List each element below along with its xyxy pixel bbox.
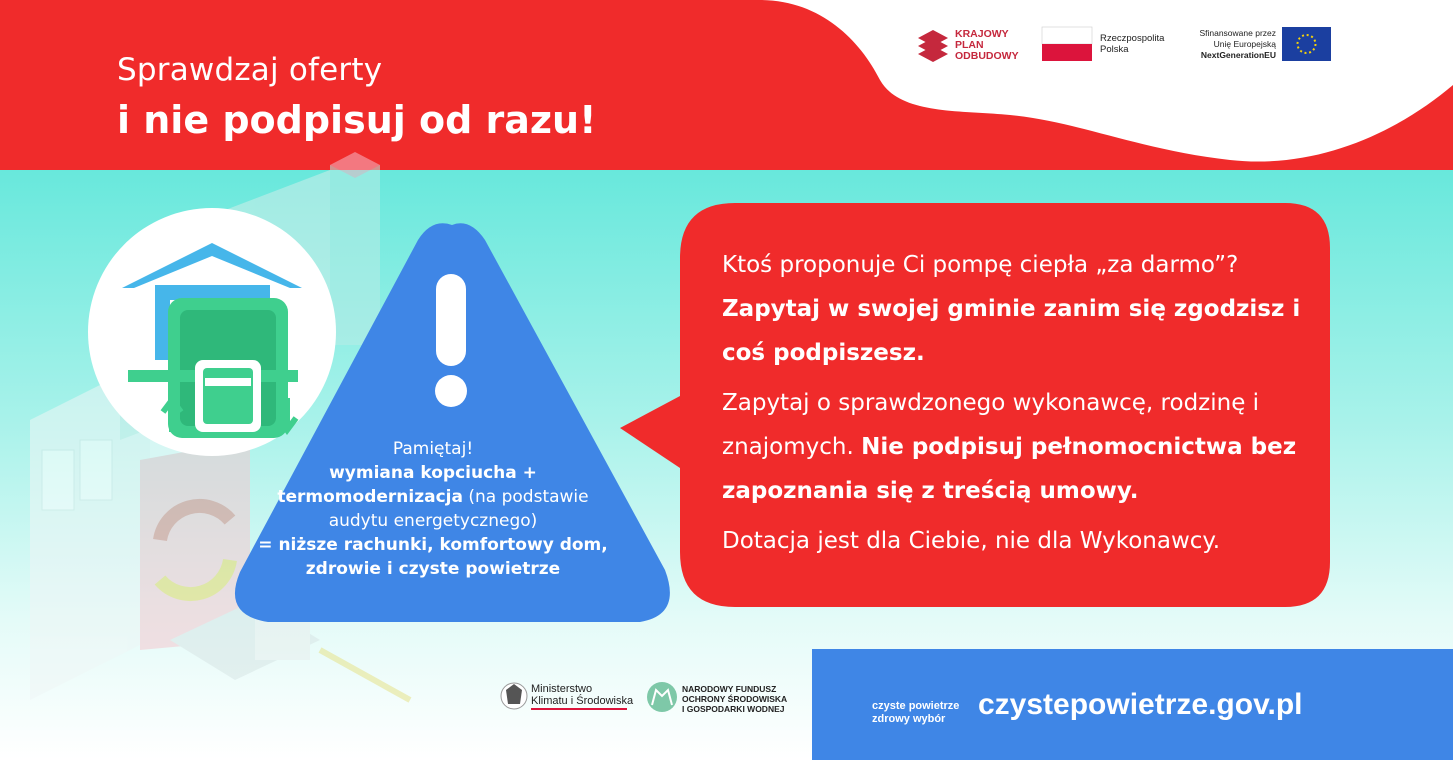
bubble-p2-bold: Nie podpisuj pełnomocnictwa bez zapoznania się z treścią umowy. — [722, 434, 1297, 504]
warning-normal-2: (na podstawie audytu energetycznego) — [328, 487, 589, 531]
nfos-logo-text: NARODOWY FUNDUSZ OCHRONY ŚRODOWISKA I GOSPODARKI WODNEJ — [682, 684, 788, 714]
polish-flag — [1042, 27, 1092, 61]
nfos-emblem — [647, 682, 677, 712]
website-link[interactable]: czystepowietrze.gov.pl — [978, 688, 1303, 721]
bubble-p1-normal: Ktoś proponuje Ci pompę ciepła „za darmo”? — [722, 252, 1239, 278]
kpo-logo-text: KRAJOWY PLAN ODBUDOWY — [955, 28, 1019, 62]
ministry-logo-text: Ministerstwo Klimatu i Środowiska — [531, 683, 634, 707]
headline-line-2: i nie podpisuj od razu! — [117, 98, 597, 142]
exclamation-bar — [436, 274, 466, 366]
headline-line-1: Sprawdzaj oferty — [117, 52, 383, 88]
program-logo-text: czyste powietrze zdrowy wybór — [872, 700, 960, 725]
exclamation-dot — [435, 375, 467, 407]
warning-bold-1: wymiana kopciucha + — [329, 463, 537, 483]
warning-text — [258, 437, 608, 581]
warning-title: Pamiętaj! — [392, 439, 474, 459]
bubble-text — [722, 243, 1312, 563]
eu-flag — [1282, 27, 1331, 61]
bubble-p3-normal: Dotacja jest dla Ciebie, nie dla Wykonawcy. — [722, 528, 1221, 554]
warning-bold-3: = niższe rachunki, komfortowy dom, zdrowie i czyste powietrze — [258, 535, 608, 579]
bubble-p1-bold: Zapytaj w swojej gminie zanim się zgodzisz i coś podpiszesz. — [722, 296, 1301, 366]
eu-logo-text: Sfinansowane przez Unię Europejską NextGenerationEU — [1199, 28, 1276, 60]
rp-logo-text: Rzeczpospolita Polska — [1100, 33, 1165, 55]
bubble-p2-normal: Zapytaj o sprawdzonego wykonawcę, rodzinę i znajomych. — [722, 390, 1260, 460]
warning-bold-2: termomodernizacja — [277, 487, 463, 507]
